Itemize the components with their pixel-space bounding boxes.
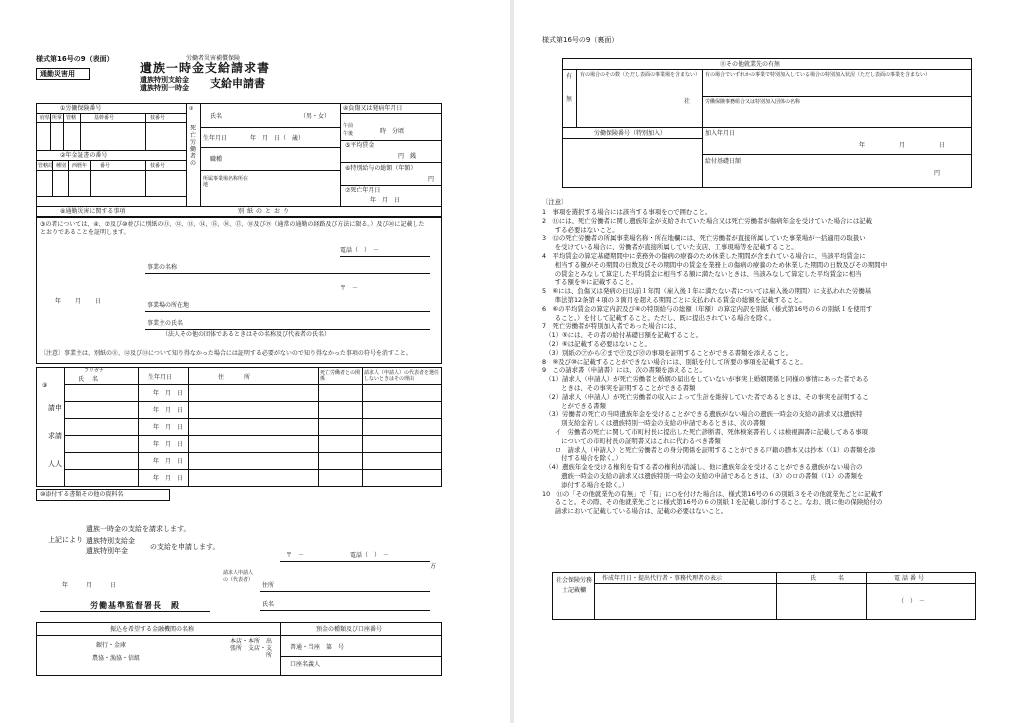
col-div: 所掌 xyxy=(52,115,63,121)
deceased-label: 死亡労働者の xyxy=(190,125,197,167)
decl-4: の支給を申請します。 xyxy=(150,543,220,551)
affil-label: 所属事業場名称所在地 xyxy=(203,176,249,188)
note-line: イ 労働者の死亡に関して市町村長に提出した死亡診断書、死体検案書若しくは検視調書に記載してある事項 xyxy=(542,428,868,436)
join-date-label: 加入年月日 xyxy=(705,130,736,137)
sr-phone: （ ） － xyxy=(898,598,926,605)
claim-name-label: 氏名 xyxy=(78,376,107,383)
claim-side-3: 人人 xyxy=(48,460,62,468)
note-line: とができる書類 xyxy=(542,401,606,410)
bank-header: 振込を希望する金融機関の名称 xyxy=(110,626,195,633)
yes-label: 有 xyxy=(566,73,573,80)
form-title: 遺族一時金支給請求書 xyxy=(140,61,271,75)
note-line: 5 ⑥には、負傷又は発病の日以前１年間（雇入後１年に満たない者については雇入後の期間）に支払われた労働基 xyxy=(542,287,872,296)
employer-zip: 〒 － xyxy=(340,285,359,292)
avg-wage-unit: 円 銭 xyxy=(398,153,417,160)
insurance-no-label: ①労働保険番号 xyxy=(60,105,102,112)
note-line: （3）別紙の㋐から㋑まで㋘及び㋕の事項を証明することができる書類を添えること。 xyxy=(542,348,793,357)
note-line: 9 この請求書（申請書）には、次の書類を添えること。 xyxy=(542,366,706,375)
note-line: 準法第12条第４項の３箇月を超える期間ごとに支払われる賃金の総額を記載すること。 xyxy=(542,296,806,304)
decl-3: 遺族特別年金 xyxy=(86,547,128,555)
other-work-header: ⑪その他就業先の有無 xyxy=(720,61,781,68)
note-line: 4 平均賃金の算定基礎期間中に業務外の傷病の療養のため休業した期間が含まれている場合に、当該平均賃金に xyxy=(542,252,866,260)
claim-date: 年 月 日 xyxy=(62,582,123,589)
death-date-label: ⑦死亡年月日 xyxy=(345,187,381,194)
applicant-name-label: 氏名 xyxy=(262,601,275,608)
col-base: 基幹番号 xyxy=(94,115,115,121)
birth-label: 生年月日 xyxy=(203,135,228,142)
note-line: する額を⑤に記載すること。 xyxy=(542,278,638,287)
sr-header-3: 電話番号 xyxy=(894,575,927,582)
note-line: 相当する額がその期間の日数及びその期間中の賃金を業務上の傷病の療養のため休業した期間の日数及びその期間中 xyxy=(542,260,888,269)
claim-date-2: 年 月 日 xyxy=(153,407,184,414)
note-line: 7 死亡労働者が特別加入者であった場合には、 xyxy=(542,322,681,331)
note-line: （2）請求人（申請人）が死亡労働者の収入によって生計を維持していた者であるときは、その事実を証明するこ xyxy=(542,392,869,401)
owner-label: 事業主の氏名 xyxy=(147,320,184,327)
back-form-id: 様式第16号の9（裏面） xyxy=(542,36,619,44)
claim-rel-label: 死亡労働者との関係 xyxy=(320,370,361,382)
note-line: 1 事項を選択する場合には該当する事項を○で囲むこと。 xyxy=(542,208,712,216)
claim-date-5: 年 月 日 xyxy=(153,458,184,465)
biz-name-label: 事業の名称 xyxy=(147,264,178,271)
note-line: 遺族一時金の支給の請求又は遺族特別一時金の支給の申請であるときは、（3）のロの書類（（1）の書類を xyxy=(542,472,864,480)
note-line: （4）遺族年金を受ける権利を有する者の権利が消滅し、他に遺族年金を受けることができる遺族がない場合の xyxy=(542,463,863,472)
note-line: ること。その際、その他就業先ごとに様式第16号の６の別紙１を記載し添付すること。なお、既に他の保険給付の xyxy=(542,498,883,507)
branch-types: 本店・本所 出張所 支店・支所 xyxy=(229,638,272,659)
note-line: （2）⑥は記載する必要はないこと。 xyxy=(542,340,651,348)
note-line: 3 ⑫の死亡労働者の所属事業場名称・所在地欄には、死亡労働者が直接所属していた事業場が一括適用の取扱い xyxy=(542,234,866,243)
am-label: 午前 xyxy=(343,123,354,129)
front-page xyxy=(0,0,510,723)
claim-date-3: 年 月 日 xyxy=(153,424,184,431)
decl-1: 遺族一時金の支給を請求します。 xyxy=(86,525,191,533)
sex-label: （男・女） xyxy=(300,113,331,120)
bank-type-1: 銀行・金庫 xyxy=(96,642,127,649)
account-type: 普通・当座 第 号 xyxy=(290,644,345,651)
cert-text: ③の者については、④、⑦及び⑩並びに別紙の⑪、⑫、⑬、⑭、⑮、⑯、⑰、⑱及び⑲（通常の通勤の経路及び方法に限る。）及び⑳に記載したとおりであることを証明します。 xyxy=(40,221,425,236)
attach-label: ⑩添付する書類その他の資料名 xyxy=(40,491,124,498)
note-line: する必要はないこと。 xyxy=(542,225,619,234)
note-line: 付する場合を除く。） xyxy=(542,454,622,463)
note-line: （3）労働者の死亡の当時遺族年金を受けることができる遺族がない場合の遺族一時金の支給の請求又は遺族特 xyxy=(542,410,863,419)
note-line: 添付する場合を除く。） xyxy=(542,480,629,489)
pm-label: 午後 xyxy=(343,131,354,137)
title-sub-c: 支給申請書 xyxy=(210,77,265,90)
note-line: ときは、その事実を証明することができる書類 xyxy=(542,384,696,392)
bonus-unit: 円 xyxy=(428,176,435,183)
claim-addr-label: 住所 xyxy=(218,374,271,381)
num-3: ③ xyxy=(189,106,194,112)
special-ins-no: 労働保険番号（特別加入） xyxy=(594,130,667,137)
applicant-addr-label: 住所 xyxy=(262,582,275,589)
claim-date-6: 年 月 日 xyxy=(153,475,184,482)
note-line: ロ 請求人（申請人）と死亡労働者との身分関係を証明することができる戸籍の謄本又は抄本（（1）の書類を添 xyxy=(542,445,876,454)
pension-no-label: ②年金証書の番号 xyxy=(60,152,108,159)
claim-side-1: 請申 xyxy=(48,404,62,412)
no-label: 無 xyxy=(566,96,573,103)
note-line: についての市町村長の証明書又はこれに代わるべき書類 xyxy=(542,436,721,445)
cert-date: 年 月 日 xyxy=(55,298,106,305)
time-label: 時 分頃 xyxy=(380,128,405,135)
col2-branch: 枝番号 xyxy=(150,163,166,169)
employer-caution: 〔注意〕事業主は、別紙の⑪、⑫及び⑬について知り得なかった場合には証明する必要がないので知り得なかった事項の符号を消すこと。 xyxy=(40,350,412,357)
claim-date-1: 年 月 日 xyxy=(153,390,184,397)
account-holder: 口座名義人 xyxy=(290,661,321,668)
kata-label: 方 xyxy=(430,563,437,570)
sha-label: 社 xyxy=(684,98,691,105)
note-line: 8 ⑨及び⑩に記載することができない場合には、別紙を付して所要の事項を記載すること。 xyxy=(542,357,807,366)
commute-badge-label: 通勤災害用 xyxy=(40,70,75,78)
col2-jur: 管轄局 xyxy=(38,163,54,169)
note-line: ること。）を付して記載すること。ただし、既に提出されている場合を除く。 xyxy=(542,313,776,322)
office-name: 労働基準監督署長 殿 xyxy=(90,601,180,610)
col-pref: 府県 xyxy=(40,115,51,121)
notes-heading: 〔注意〕 xyxy=(542,198,568,206)
employer-phone: 電話（ ） － xyxy=(340,247,380,254)
col-jur: 管轄 xyxy=(66,115,77,121)
applicant-zip: 〒 － xyxy=(286,552,305,559)
note-line: 6 ⑥の平均賃金の算定内訳及び⑥の特別給与の総額（年額）の算定内訳を別紙（様式第16号の６の別紙１を使用す xyxy=(542,304,873,313)
note-line: 請求において記載している場合は、記載の必要はないこと。 xyxy=(542,507,728,516)
note-line: 2 ⑪には、死亡労働者に関し遺族年金が支給されていた場合又は死亡労働者が傷病年金を受けていた場合には記載 xyxy=(542,216,872,225)
bank-type-2: 農協・漁協・信組 xyxy=(92,655,141,662)
col-branch: 枝番号 xyxy=(150,115,166,121)
employer-cert-box xyxy=(36,217,442,364)
group-label: 労働保険事務組合又は特別加入団体の名称 xyxy=(705,99,801,105)
form-id: 様式第16号の9（表面） xyxy=(36,55,114,63)
col2-year: 西暦年 xyxy=(72,163,88,169)
injury-date-label: ④負傷又は発病年月日 xyxy=(343,105,403,112)
claim-rep-label: 請求人（申請人）の代表者を選任しないときはその理由 xyxy=(364,370,440,382)
claim-birth-label: 生年月日 xyxy=(148,374,173,381)
account-header: 預金の種類及び口座番号 xyxy=(316,626,383,633)
furigana-label: フリガナ xyxy=(84,368,104,374)
note-line: （1）請求人（申請人）が死亡労働者と婚姻の届出をしていないが事実上婚姻関係と同様の事情にあった者である xyxy=(542,375,869,384)
sr-header-2: 氏 名 xyxy=(810,575,853,582)
decl-pre: 上記により xyxy=(48,536,83,544)
biz-addr-label: 事業場の所在地 xyxy=(147,302,190,309)
note-line: 別支給金若しくは遺族特別一時金の支給の申請であるときは、次の書類 xyxy=(542,419,766,428)
job-label: 職種 xyxy=(210,156,223,163)
insurance-label: 労働者災害補償保険 xyxy=(186,55,241,62)
count-label: 有の場合のその数（ただし表面の事業場を含まない） xyxy=(580,72,701,78)
claim-no: ⑨ xyxy=(42,382,48,389)
note-line: の賃金とみなして算定した平均賃金に相当する額に満たないときは、当該みなして算定した平均賃金に相当 xyxy=(542,269,862,278)
note-line: （1）⑤には、その者の給付基礎日額を記載すること。 xyxy=(542,331,702,340)
owner-note: （法人その他の団体であるときはその名称及び代表者の氏名） xyxy=(162,331,331,338)
decl-2: 遺族特別支給金 xyxy=(86,537,135,545)
applicant-label: 請求人申請人の（代表者） xyxy=(223,570,254,583)
commute-accident-value: 別紙のとおり xyxy=(238,208,293,215)
back-page xyxy=(514,0,1024,723)
avg-wage-label: ⑤平均賃金 xyxy=(345,142,375,149)
col2-kind: 種別 xyxy=(56,163,67,169)
claim-side-2: 求請 xyxy=(48,432,62,440)
col2-num: 番号 xyxy=(100,163,111,169)
title-sub-b: 遺族特別一時金 xyxy=(140,84,189,92)
birth-value: 年 月 日（ 歳） xyxy=(250,135,305,142)
special-label: 有の場合でいずれかの事業で特別加入している場合の特別加入状況（ただし表面の事業を含まない） xyxy=(705,72,931,78)
name-label: 氏名 xyxy=(210,113,223,120)
commute-accident-label: ⑧通勤災害に関する事項 xyxy=(60,208,126,215)
base-wage-label: 給付基礎日額 xyxy=(705,158,742,165)
death-date-value: 年 月 日 xyxy=(370,197,401,204)
sr-header-1: 作成年月日・提出代行者・事務代理者の表示 xyxy=(602,575,723,582)
note-line: 10 ⑪の「その他就業先の有無」で「有」に○を付けた場合は、様式第16号の６の別紙３をその他就業先ごとに記載す xyxy=(542,489,884,498)
base-wage-unit: 円 xyxy=(934,170,941,177)
applicant-phone: 電話（ ） － xyxy=(350,552,390,559)
bonus-label: ⑥特別給与の総額（年額） xyxy=(345,165,417,172)
claim-date-4: 年 月 日 xyxy=(153,441,184,448)
sr-side-label: 社会保険労務士記載欄 xyxy=(556,577,593,594)
note-line: を受けている場合に、労働者が直接所属していた支店、工事現場等を記載すること。 xyxy=(542,243,798,252)
join-date-value: 年 月 日 xyxy=(859,142,960,149)
title-sub-a: 遺族特別支給金 xyxy=(140,76,189,84)
